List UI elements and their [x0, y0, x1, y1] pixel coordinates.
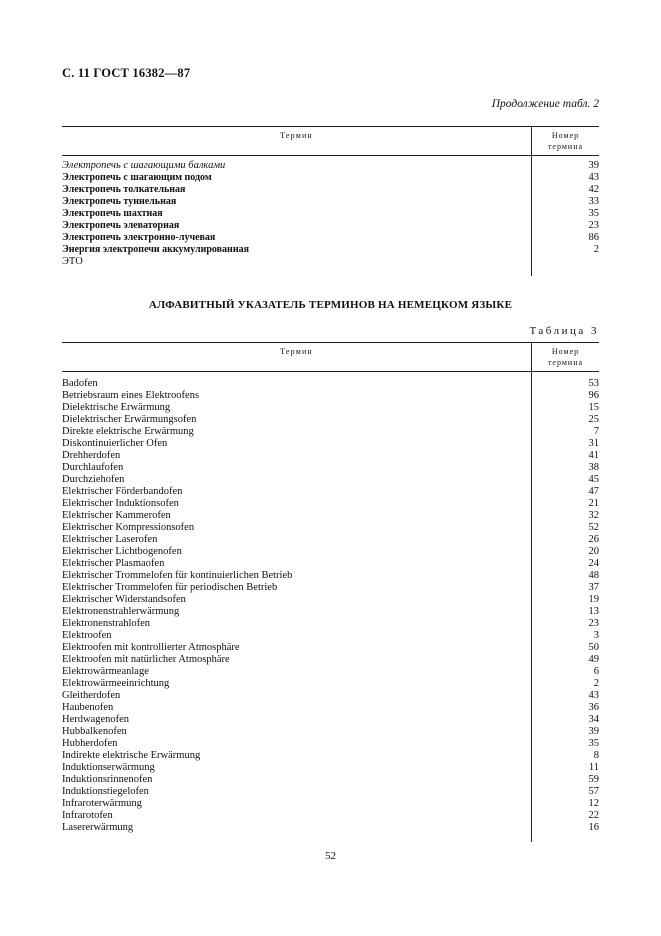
term-number-cell: 19 — [588, 594, 599, 605]
table-row — [62, 642, 599, 654]
term-cell: Elektrischer Kompressionsofen — [62, 522, 195, 533]
term-number-cell: 7 — [593, 426, 599, 437]
table-row — [62, 220, 599, 232]
term-number-cell: 33 — [588, 196, 599, 207]
term-cell: Hubherdofen — [62, 738, 118, 749]
table-row — [62, 558, 599, 570]
term-cell: Электропечь толкательная — [62, 184, 186, 195]
table-row — [62, 378, 599, 390]
term-number-cell: 41 — [588, 450, 599, 461]
term-cell: Betriebsraum eines Elektroofens — [62, 390, 200, 401]
term-cell: Электропечь с шагающими балками — [62, 160, 226, 171]
term-cell: Elektrowärmeanlage — [62, 666, 149, 677]
term-cell: Durchlaufofen — [62, 462, 124, 473]
term-cell: Lasererwärmung — [62, 822, 134, 833]
term-cell: Dielektrischer Erwärmungsofen — [62, 414, 197, 425]
term-number-cell: 15 — [588, 402, 599, 413]
table-2-body — [62, 156, 599, 268]
term-number-cell: 43 — [588, 172, 599, 183]
table-row — [62, 702, 599, 714]
table-row — [62, 738, 599, 750]
table-row — [62, 810, 599, 822]
table-row — [62, 774, 599, 786]
term-cell: Elektrischer Induktionsofen — [62, 498, 179, 509]
table-row — [62, 822, 599, 834]
table-row — [62, 666, 599, 678]
term-number-cell: 34 — [588, 714, 599, 725]
term-number-cell: 25 — [588, 414, 599, 425]
continuation-label: Продолжение табл. 2 — [491, 98, 599, 110]
term-number-cell: 48 — [588, 570, 599, 581]
term-cell: Электропечь элеваторная — [62, 220, 180, 231]
table-row — [62, 798, 599, 810]
term-cell: Elektronenstrahlerwärmung — [62, 606, 180, 617]
term-cell: Elektrischer Lichtbogenofen — [62, 546, 182, 557]
term-number-cell: 16 — [588, 822, 599, 833]
term-number-cell: 8 — [593, 750, 599, 761]
table-row — [62, 678, 599, 690]
term-number-cell: 13 — [588, 606, 599, 617]
table-row — [62, 184, 599, 196]
term-number-cell: 49 — [588, 654, 599, 665]
column-header-term: Термин — [280, 131, 313, 140]
table-row — [62, 786, 599, 798]
table-row — [62, 534, 599, 546]
term-number-cell: 24 — [588, 558, 599, 569]
table-3-header — [62, 342, 599, 372]
term-number-cell: 32 — [588, 510, 599, 521]
table-3 — [62, 342, 599, 834]
term-number-cell: 2 — [593, 678, 599, 689]
table-row — [62, 438, 599, 450]
term-cell: Badofen — [62, 378, 98, 389]
term-cell: Электропечь шахтная — [62, 208, 163, 219]
table-row — [62, 726, 599, 738]
term-cell: Elektroofen mit kontrollierter Atmosphäre — [62, 642, 240, 653]
table-2 — [62, 126, 599, 268]
table-row — [62, 630, 599, 642]
term-cell: Elektrischer Plasmaofen — [62, 558, 165, 569]
term-cell: Hubbalkenofen — [62, 726, 127, 737]
table-row — [62, 474, 599, 486]
term-number-cell: 6 — [593, 666, 599, 677]
term-number-cell: 47 — [588, 486, 599, 497]
table-row — [62, 762, 599, 774]
term-number-cell: 22 — [588, 810, 599, 821]
term-number-cell: 86 — [588, 232, 599, 243]
term-number-cell: 36 — [588, 702, 599, 713]
table-row — [62, 618, 599, 630]
term-cell: Elektrischer Trommelofen für periodischen Betrieb — [62, 582, 278, 593]
table-row — [62, 486, 599, 498]
term-cell: Drehherdofen — [62, 450, 121, 461]
term-cell: Электропечь с шагающим подом — [62, 172, 212, 183]
term-number-cell: 31 — [588, 438, 599, 449]
table-row — [62, 522, 599, 534]
section-title: АЛФАВИТНЫЙ УКАЗАТЕЛЬ ТЕРМИНОВ НА НЕМЕЦКОМ ЯЗЫКЕ — [148, 299, 513, 311]
table-row — [62, 208, 599, 220]
table-row — [62, 160, 599, 172]
term-cell: Indirekte elektrische Erwärmung — [62, 750, 201, 761]
term-cell: Induktionsrinnenofen — [62, 774, 153, 785]
table-row — [62, 402, 599, 414]
table-row — [62, 714, 599, 726]
term-number-cell: 53 — [588, 378, 599, 389]
term-number-cell: 42 — [588, 184, 599, 195]
term-number-cell: 20 — [588, 546, 599, 557]
column-header-number: Номер термина — [531, 343, 599, 371]
term-cell: Elektrischer Widerstandsofen — [62, 594, 186, 605]
table-row — [62, 594, 599, 606]
term-cell: Elektrischer Kammerofen — [62, 510, 171, 521]
table-row — [62, 390, 599, 402]
term-cell: Электропечь электронно-лучевая — [62, 232, 216, 243]
table-row — [62, 546, 599, 558]
page-number: 52 — [325, 850, 336, 862]
term-cell: Энергия электропечи аккумулированная — [62, 244, 249, 255]
term-number-cell: 35 — [588, 738, 599, 749]
table-row — [62, 196, 599, 208]
term-cell: Herdwagenofen — [62, 714, 130, 725]
term-cell: Induktionstiegelofen — [62, 786, 149, 797]
table-row — [62, 570, 599, 582]
table-3-body — [62, 372, 599, 834]
term-number-cell: 21 — [588, 498, 599, 509]
table-row — [62, 582, 599, 594]
term-number-cell: 39 — [588, 726, 599, 737]
column-header-number: Номер термина — [531, 127, 599, 155]
term-cell: Elektrischer Trommelofen für kontinuierlichen Betrieb — [62, 570, 293, 581]
table-row — [62, 426, 599, 438]
term-cell: Diskontinuierlicher Ofen — [62, 438, 168, 449]
term-cell: Elektroofen — [62, 630, 112, 641]
term-cell: Infrarotofen — [62, 810, 113, 821]
table-label: Таблица 3 — [529, 325, 599, 337]
table-row — [62, 232, 599, 244]
term-number-cell: 37 — [588, 582, 599, 593]
term-cell: Direkte elektrische Erwärmung — [62, 426, 194, 437]
term-number-cell: 23 — [588, 618, 599, 629]
term-number-cell: 39 — [588, 160, 599, 171]
term-number-cell: 23 — [588, 220, 599, 231]
term-number-cell: 2 — [593, 244, 599, 255]
term-cell: Induktionserwärmung — [62, 762, 155, 773]
table-row — [62, 654, 599, 666]
term-cell: ЭТО — [62, 256, 83, 267]
column-header-term: Термин — [280, 347, 313, 356]
table-row — [62, 450, 599, 462]
term-number-cell: 50 — [588, 642, 599, 653]
term-number-cell: 26 — [588, 534, 599, 545]
term-cell: Электропечь туннельная — [62, 196, 177, 207]
term-number-cell: 52 — [588, 522, 599, 533]
term-number-cell: 11 — [588, 762, 599, 773]
term-cell: Elektrischer Förderbandofen — [62, 486, 183, 497]
table-row — [62, 172, 599, 184]
term-cell: Elektrowärmeeinrichtung — [62, 678, 170, 689]
table-row — [62, 498, 599, 510]
term-cell: Infraroterwärmung — [62, 798, 142, 809]
term-number-cell: 45 — [588, 474, 599, 485]
term-cell: Elektrischer Laserofen — [62, 534, 158, 545]
term-number-cell: 96 — [588, 390, 599, 401]
table-row — [62, 750, 599, 762]
term-number-cell: 35 — [588, 208, 599, 219]
table-row — [62, 510, 599, 522]
table-row — [62, 256, 599, 268]
term-cell: Haubenofen — [62, 702, 114, 713]
table-2-header — [62, 126, 599, 156]
term-number-cell: 57 — [588, 786, 599, 797]
term-number-cell: 3 — [593, 630, 599, 641]
table-row — [62, 414, 599, 426]
table-row — [62, 462, 599, 474]
term-cell: Durchziehofen — [62, 474, 125, 485]
term-cell: Gleitherdofen — [62, 690, 121, 701]
term-number-cell: 59 — [588, 774, 599, 785]
table-row — [62, 690, 599, 702]
table-row — [62, 606, 599, 618]
document-header: С. 11 ГОСТ 16382—87 — [62, 66, 191, 80]
term-cell: Elektronenstrahlofen — [62, 618, 151, 629]
term-cell: Elektroofen mit natürlicher Atmosphäre — [62, 654, 230, 665]
term-number-cell: 12 — [588, 798, 599, 809]
term-cell: Dielektrische Erwärmung — [62, 402, 171, 413]
term-number-cell: 38 — [588, 462, 599, 473]
term-number-cell: 43 — [588, 690, 599, 701]
table-row — [62, 244, 599, 256]
